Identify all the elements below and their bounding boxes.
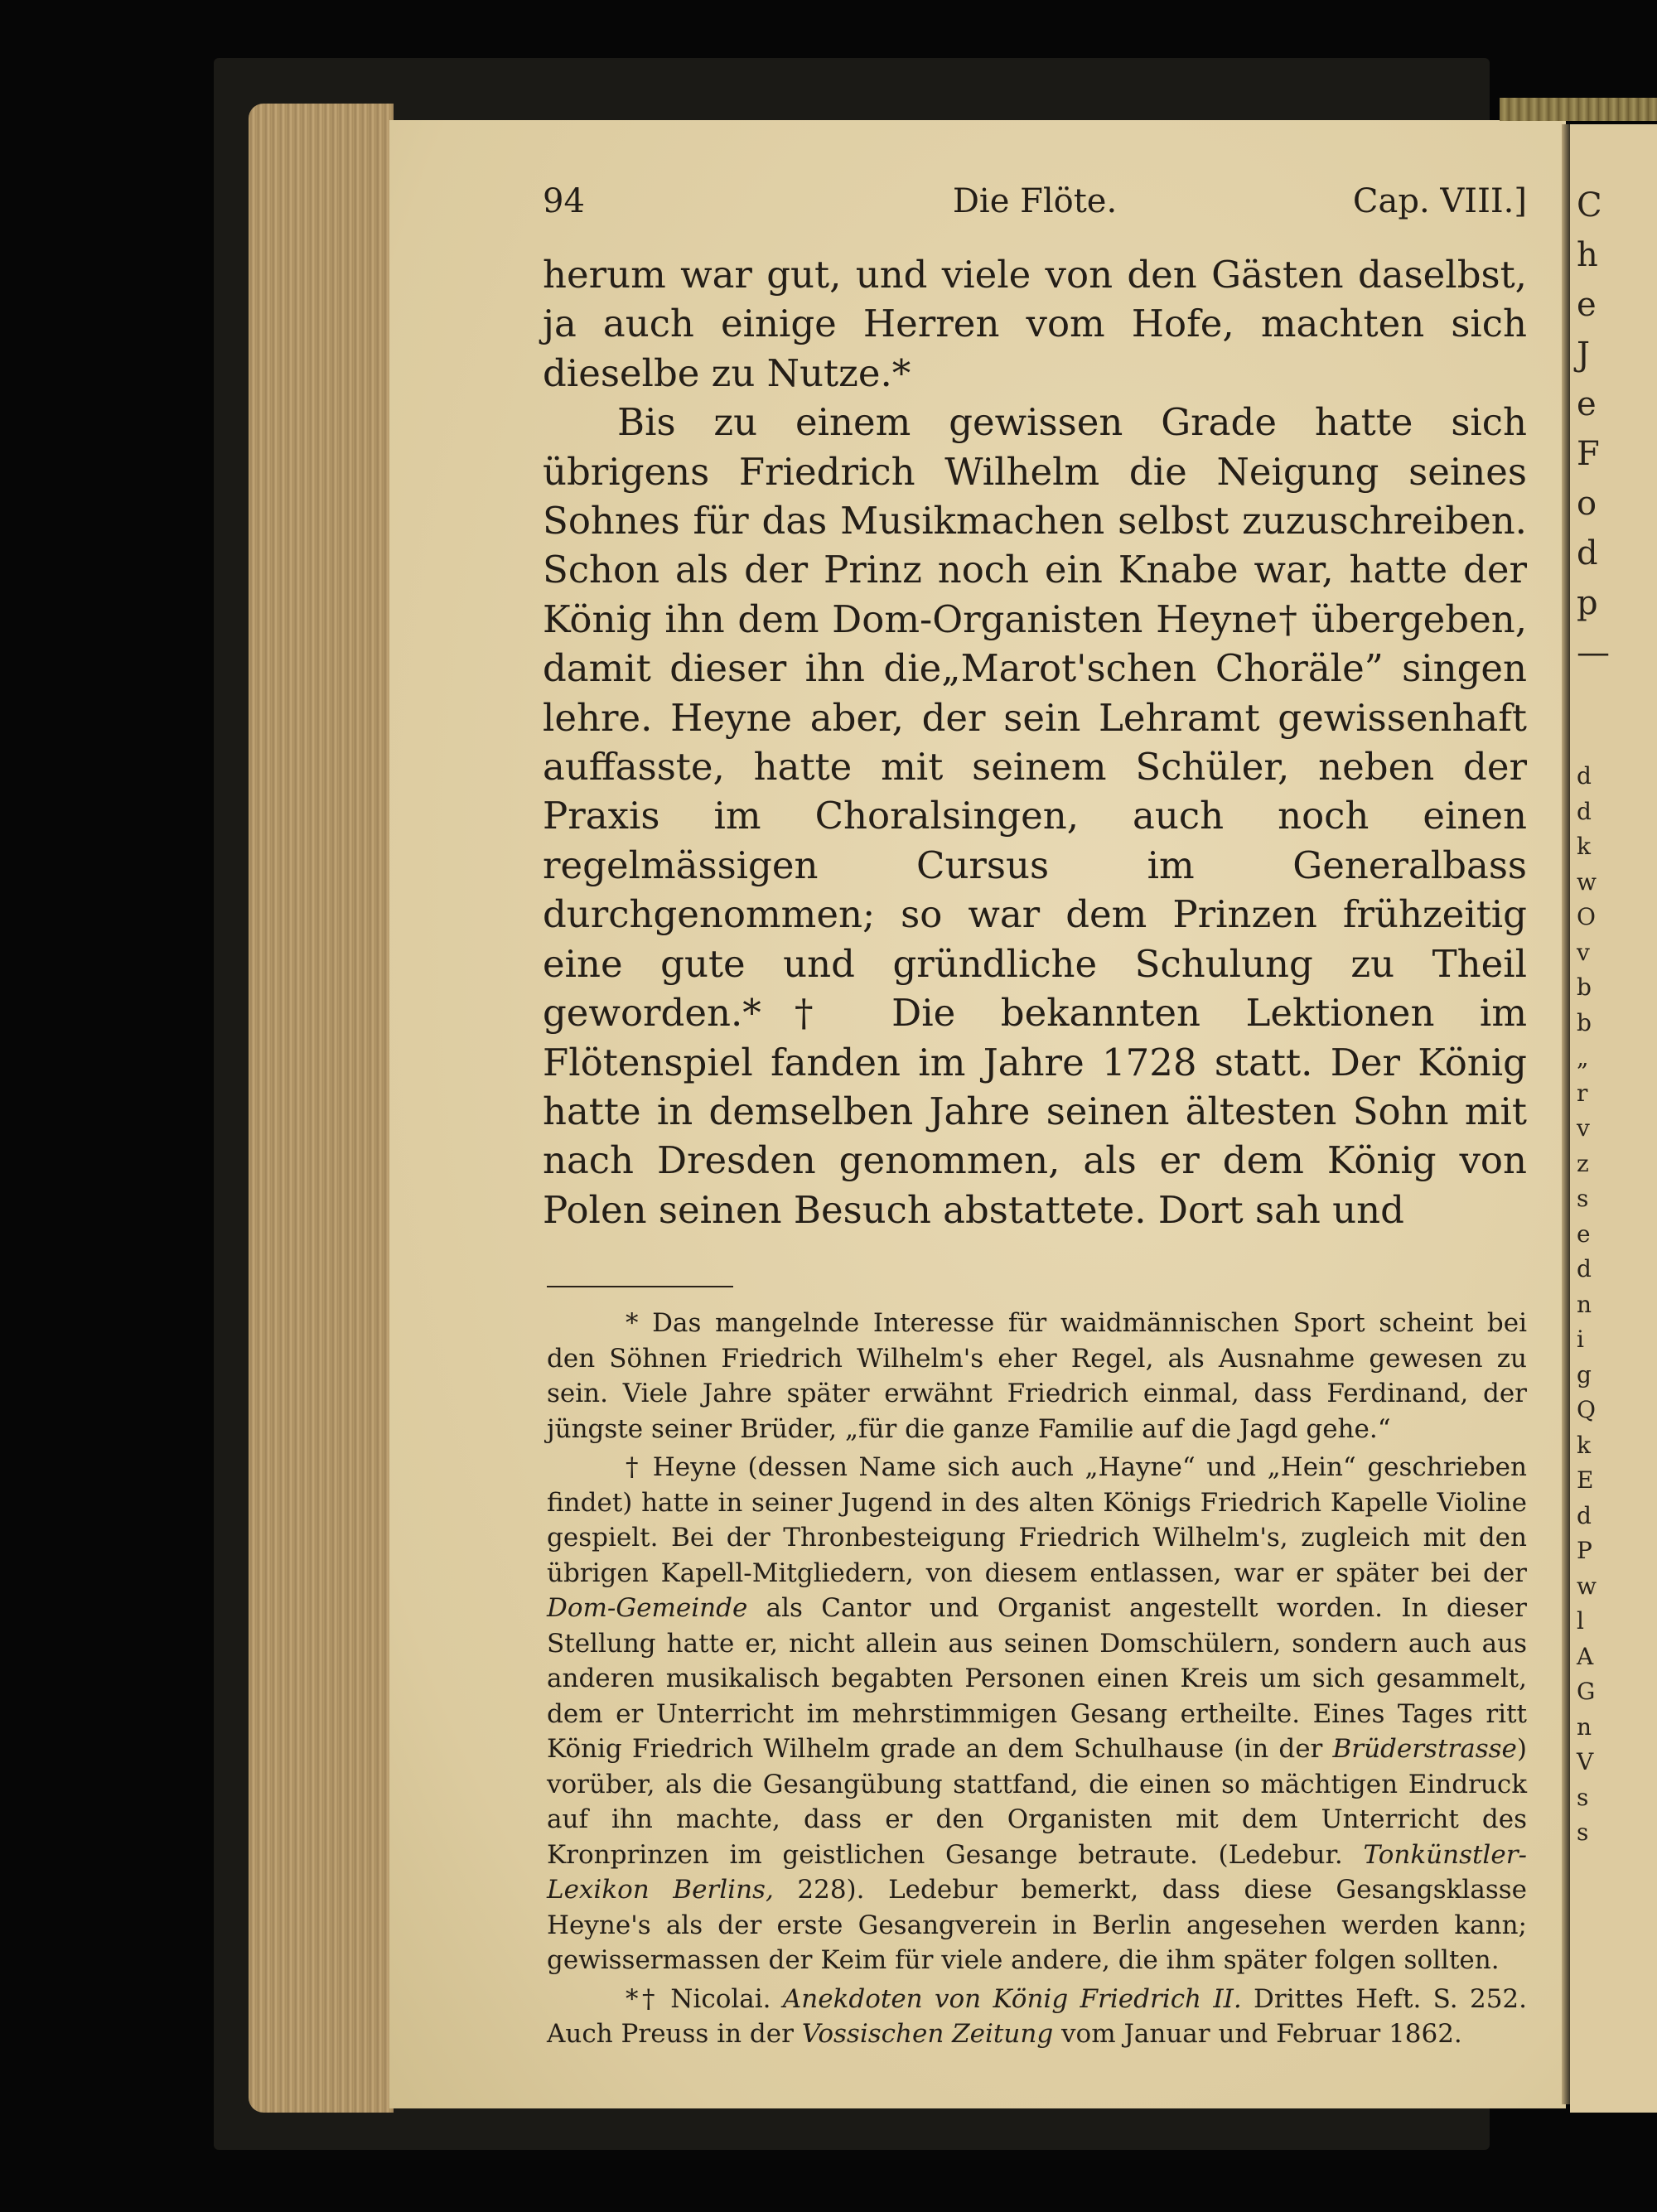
footnote-3-text: vom Januar und Februar 1862. <box>1061 2019 1462 2050</box>
adjacent-page-letter: d <box>1577 1255 1592 1282</box>
adjacent-page-letter: n <box>1577 1712 1592 1741</box>
footnote-2-text: als Cantor und Organist angestellt worden. In dieser Stellung hatte er, nicht allein aus seinen Domschülern, sondern auch aus anderen musikalisch begabten Personen einen Kreis um sich gesammelt, dem er Unterricht im mehrstimmigen Gesang ertheilte. Eines Tages ritt König Friedrich Wilhelm grade an dem Schulhause (in der <box>547 1593 1527 1765</box>
adjacent-page-letter: k <box>1577 833 1591 860</box>
footnote-3 <box>547 1982 1527 2052</box>
adjacent-page-letter: d <box>1577 797 1592 825</box>
adjacent-page-letter: r <box>1577 1079 1588 1107</box>
running-head <box>543 182 1527 232</box>
adjacent-page-letter: s <box>1577 1783 1589 1811</box>
chapter-label: Cap. VIII.] <box>1352 182 1527 220</box>
page-number: 94 <box>543 182 585 220</box>
adjacent-page-letter: d <box>1577 762 1592 790</box>
adjacent-page-letter: s <box>1577 1185 1589 1212</box>
footnote-2-text: † Heyne (dessen Name sich auch „Hayne“ und „Hein“ geschrieben findet) hatte in seiner Jugend in des alten Königs Friedrich Kapelle Violine gespielt. Bei der Thronbesteigung Friedrich Wilhelm's, zugleich mit den übrigen Kapell-Mitgliedern, von diesem entlassen, war er später bei der <box>547 1452 1527 1588</box>
adjacent-page-letter: o <box>1577 485 1597 523</box>
running-title: Die Flöte. <box>952 182 1118 220</box>
paragraph-1: herum war gut, und viele von den Gästen daselbst, ja auch einige Herren vom Hofe, machten sich dieselbe zu Nutze.* <box>543 253 1527 395</box>
adjacent-page-letter: b <box>1577 973 1592 1001</box>
adjacent-page-letter: V <box>1577 1748 1594 1775</box>
footnote-2 <box>547 1450 1527 1978</box>
adjacent-page-letter: b <box>1577 1008 1592 1036</box>
adjacent-page-letter: A <box>1577 1642 1594 1670</box>
adjacent-page-letter: v <box>1577 1114 1590 1142</box>
adjacent-page-letter: „ <box>1577 1044 1589 1071</box>
adjacent-page-letter: n <box>1577 1290 1592 1318</box>
page-gutter <box>1562 124 1570 2104</box>
main-text <box>543 250 1527 1234</box>
adjacent-page-letter: G <box>1577 1678 1596 1705</box>
footnote-2-italic: Tonkünstler-Lexikon Berlins, <box>547 1839 1527 1905</box>
adjacent-page-letter: Q <box>1577 1396 1596 1423</box>
adjacent-page-letter: e <box>1577 1219 1591 1248</box>
footnote-1: * Das mangelnde Interesse für waidmännischen Sport scheint bei den Söhnen Friedrich Wilhelm's eher Regel, als Ausnahme gewesen zu sein. Viele Jahre später erwähnt Friedrich einmal, dass Ferdinand, der jüngste seiner Brüder, „für die ganze Familie auf die Jagd gehe.“ <box>547 1308 1527 1444</box>
adjacent-page-letter: e <box>1577 286 1597 324</box>
footnote-2-text: 228). Ledebur bemerkt, dass diese Gesangsklasse Heyne's als der erste Gesangverein in Berlin angesehen werden kann; gewissermassen der Keim für viele andere, die ihm später folgen sollten. <box>547 1875 1527 1976</box>
paragraph-2: Bis zu einem gewissen Grade hatte sich übrigens Friedrich Wilhelm die Neigung seines Sohnes für das Musikmachen selbst zuzuschreiben. Schon als der Prinz noch ein Knabe war, hatte der König ihn dem Dom-Organisten Heyne† übergeben, damit dieser ihn die„Marot'schen Choräle” singen lehre. Heyne aber, der sein Lehramt gewissenhaft auffasste, hatte mit seinem Schüler, neben der Praxis im Choralsingen, auch noch einen regelmässigen Cursus im Generalbass durchgenommen; so war dem Prinzen frühzeitig eine gute und gründliche Schulung zu Theil geworden.*† Die bekannten Lektionen im Flötenspiel fanden im Jahre 1728 statt. Der König hatte in demselben Jahre seinen ältesten Sohn mit nach Dresden genommen, als er dem König von Polen seinen Besuch abstattete. Dort sah und <box>543 400 1527 1232</box>
footnote-2-italic: Dom-Gemeinde <box>547 1593 748 1624</box>
adjacent-page-letter: C <box>1577 186 1602 225</box>
footnote-rule <box>547 1286 733 1287</box>
adjacent-page-letter: O <box>1577 903 1596 930</box>
adjacent-page-letter: F <box>1577 435 1600 473</box>
adjacent-page-letter: i <box>1577 1326 1584 1353</box>
footnote-3-text: Drittes Heft. S. 252. Auch Preuss in der <box>547 1983 1527 2050</box>
adjacent-page-letter: w <box>1577 1572 1597 1600</box>
footnote-3-italic: Anekdoten von König Friedrich II. <box>782 1983 1242 2014</box>
footnote-2-italic: Brüderstrasse <box>1332 1734 1517 1765</box>
adjacent-page-letter: p <box>1577 584 1598 622</box>
adjacent-page-letter: e <box>1577 385 1597 423</box>
page-block-edge <box>249 104 394 2113</box>
adjacent-page-letter: h <box>1577 236 1598 274</box>
adjacent-page-letter: s <box>1577 1818 1589 1846</box>
adjacent-page-letter: P <box>1577 1537 1592 1564</box>
adjacent-page-letter: d <box>1577 1501 1592 1529</box>
adjacent-page-letter: k <box>1577 1431 1591 1459</box>
bookmark-ribbon <box>1500 98 1657 121</box>
adjacent-page-letter: w <box>1577 867 1597 896</box>
adjacent-page-letter: z <box>1577 1149 1589 1177</box>
adjacent-page-fragment <box>1570 124 1657 2113</box>
footnote-3-italic: Vossischen Zeitung <box>801 2019 1054 2050</box>
page-text <box>543 182 1527 2052</box>
adjacent-page-letter: J <box>1577 336 1591 374</box>
adjacent-page-letter: v <box>1577 938 1590 966</box>
adjacent-page-letter: g <box>1577 1360 1592 1389</box>
adjacent-page-letter: — <box>1577 634 1610 672</box>
footnotes <box>543 1306 1527 2052</box>
adjacent-page-letter: d <box>1577 534 1598 572</box>
footnote-2-text: ) vorüber, als die Gesangübung stattfand, die einen so mächtigen Eindruck auf ihn machte, dass er den Organisten mit dem Unterricht des Kronprinzen im geistlichen Gesange betraute. (Ledebur. <box>547 1734 1527 1870</box>
adjacent-page-letter: l <box>1577 1607 1584 1635</box>
adjacent-page-letter: E <box>1577 1466 1594 1494</box>
footnote-3-text: *† Nicolai. <box>626 1983 771 2014</box>
